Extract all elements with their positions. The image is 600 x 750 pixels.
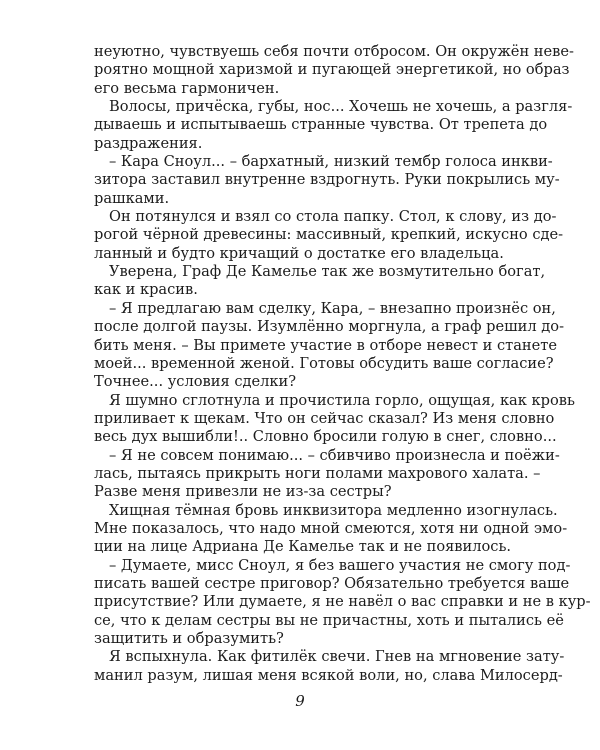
text-line: Волосы, причёска, губы, нос... Хочешь не хочешь, а разгля-	[109, 98, 573, 116]
paragraph	[94, 391, 575, 447]
text-line: ланный и будто кричащий о достатке его владельца.	[94, 244, 504, 262]
paragraph	[94, 299, 565, 392]
text-line: моей... временной женой. Готовы обсудить ваше согласие?	[94, 354, 554, 372]
text-line: Хищная тёмная бровь инквизитора медленно изогнулась.	[109, 501, 558, 519]
text-line: Точнее... условия сделки?	[94, 373, 297, 391]
text-line: бить меня. – Вы примете участие в отборе невест и станете	[94, 336, 557, 354]
text-line: Он потянулся и взял со стола папку. Стол, к слову, из до-	[109, 208, 557, 226]
text-line: неуютно, чувствуешь себя почти отбросом. Он окружён неве-	[94, 43, 574, 60]
text-line: рашками.	[94, 189, 170, 207]
paragraph	[94, 98, 573, 153]
text-line: его весьма гармоничен.	[94, 79, 280, 97]
text-line: Я шумно сглотнула и прочистила горло, ощущая, как кровь	[109, 391, 575, 409]
text-line: – Я не совсем понимаю... – сбивчиво произнесла и поёжи-	[109, 446, 560, 464]
paragraph	[94, 208, 564, 263]
text-line: дываешь и испытываешь странные чувства. От трепета до	[94, 116, 548, 134]
text-line: Разве меня привезли не из-за сестры?	[94, 483, 392, 501]
text-line: писать вашей сестре приговор? Обязательно требуется ваше	[94, 574, 570, 592]
text-line: се, что к делам сестры вы не причастны, хоть и пытались её	[94, 611, 564, 629]
text-line: манил разум, лишая меня всякой воли, но, слава Милосерд-	[94, 666, 563, 684]
text-line: роятно мощной харизмой и пугающей энергетикой, но образ	[94, 61, 570, 79]
text-line: – Думаете, мисс Сноул, я без вашего участия не смогу под-	[109, 556, 571, 574]
page-number: 9	[295, 692, 305, 710]
text-line: Я вспыхнула. Как фитилёк свечи. Гнев на мгновение зату-	[109, 648, 565, 666]
text-line: присутствие? Или думаете, я не навёл о вас справки и не в кур-	[94, 593, 591, 611]
text-line: Уверена, Граф Де Камелье так же возмутительно богат,	[109, 263, 546, 281]
text-line: ции на лице Адриана Де Камелье так и не появилось.	[94, 538, 512, 556]
paragraph	[94, 263, 546, 300]
text-line: защитить и образумить?	[94, 630, 284, 647]
text-line: рогой чёрной древесины: массивный, крепкий, искусно сде-	[94, 226, 564, 244]
paragraph	[94, 446, 560, 502]
text-line: зитора заставил внутренне вздрогнуть. Руки покрылись му-	[94, 171, 560, 189]
text-line: – Кара Сноул... – бархатный, низкий тембр голоса инкви-	[109, 153, 553, 171]
page-text	[94, 43, 591, 685]
text-line: лась, пытаясь прикрыть ноги полами махрового халата. –	[94, 464, 541, 482]
text-line: весь дух вышибли!.. Словно бросили голую в снег, словно...	[94, 428, 557, 446]
text-line: раздражения.	[94, 134, 203, 152]
text-line: Мне показалось, что надо мной смеются, хотя ни одной эмо-	[94, 519, 568, 537]
paragraph	[94, 648, 565, 685]
text-line: приливает к щекам. Что он сейчас сказал? Из меня словно	[94, 409, 555, 427]
text-line: после долгой паузы. Изумлённо моргнула, а граф решил до-	[94, 318, 565, 336]
paragraph	[94, 556, 591, 649]
paragraph	[94, 43, 574, 98]
text-line: как и красив.	[94, 281, 198, 299]
text-line: – Я предлагаю вам сделку, Кара, – внезапно произнёс он,	[109, 299, 556, 317]
paragraph	[94, 501, 568, 557]
paragraph	[94, 153, 560, 208]
